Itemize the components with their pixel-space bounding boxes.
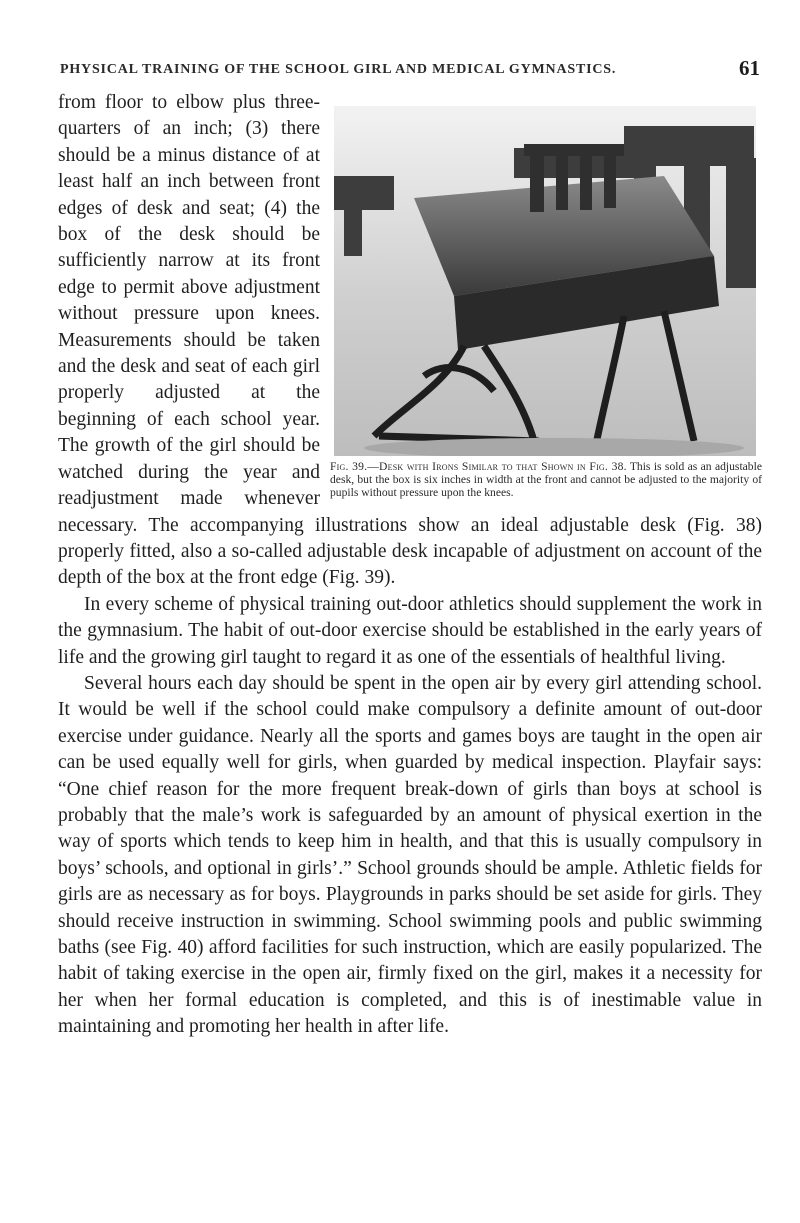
desk-photo bbox=[334, 106, 756, 456]
running-head: PHYSICAL TRAINING OF THE SCHOOL GIRL AND MEDICAL GYMNASTICS. bbox=[60, 62, 617, 77]
caption-lead: Fig. 39.—Desk with Irons Similar to that Shown in Fig. 38. bbox=[330, 460, 627, 473]
paragraph-1: from floor to elbow plus three-quarters of an inch; (3) there should be a minus distance of at least half an inch between front edges of desk and seat; (4) the box of the desk should be sufficiently narrow at its front edge to permit above adjustment without pressure upon knees. Measurements should be taken and the desk and seat of each girl properly adjusted at the beginning of each school year. The growth of the girl should be watched during the year and readjustment made whenever necessary. The accompanying illustrations show an ideal adjustable desk (Fig. 38) properly fitted, also a so-called adjustable desk incapable of adjustment on account of the depth of the box at the front edge (Fig. 39). bbox=[58, 92, 762, 589]
page-number: 61 bbox=[739, 56, 760, 80]
body-text bbox=[58, 90, 762, 1041]
caption-text: This is sold as an adjustable desk, but the box is six inches in width at the front and cannot be adjusted to the majority of pupils without pressure upon the knees. bbox=[330, 460, 762, 499]
figure-39 bbox=[330, 106, 762, 499]
paragraph-3: Several hours each day should be spent in the open air by every girl attending school. It would be well if the school could make compulsory a definite amount of out-door exercise under guidance. Nearly all the sports and games boys are taught in the open air can be used equally well for girls, when guarded by medical inspection. Playfair says: “One chief reason for the more frequent break-down of girls than boys at school is probably that the male’s work is safeguarded by an amount of physical exertion in the way of sports which tends to keep him in health, and that this is usually compulsory in boys’ schools, and optional in girls’.” School grounds should be ample. Athletic fields for girls are as necessary as for boys. Playgrounds in parks should be set aside for girls. They should receive instruction in swimming. School swimming pools and public swimming baths (see Fig. 40) afford facilities for such instruction, which are easily popularized. The habit of taking exercise in the open air, firmly fixed on the girl, makes it a necessity for her when her formal education is completed, and this is of inestimable value in maintaining and promoting her health in after life. bbox=[58, 672, 762, 1038]
page-header bbox=[60, 56, 760, 84]
figure-caption bbox=[330, 460, 762, 499]
paragraph-2: In every scheme of physical training out-door athletics should supplement the work in the gymnasium. The habit of out-door exercise should be established in the early years of life and the growing girl taught to regard it as one of the essentials of healthful living. bbox=[58, 593, 762, 668]
school-desk-illustration bbox=[334, 106, 756, 456]
